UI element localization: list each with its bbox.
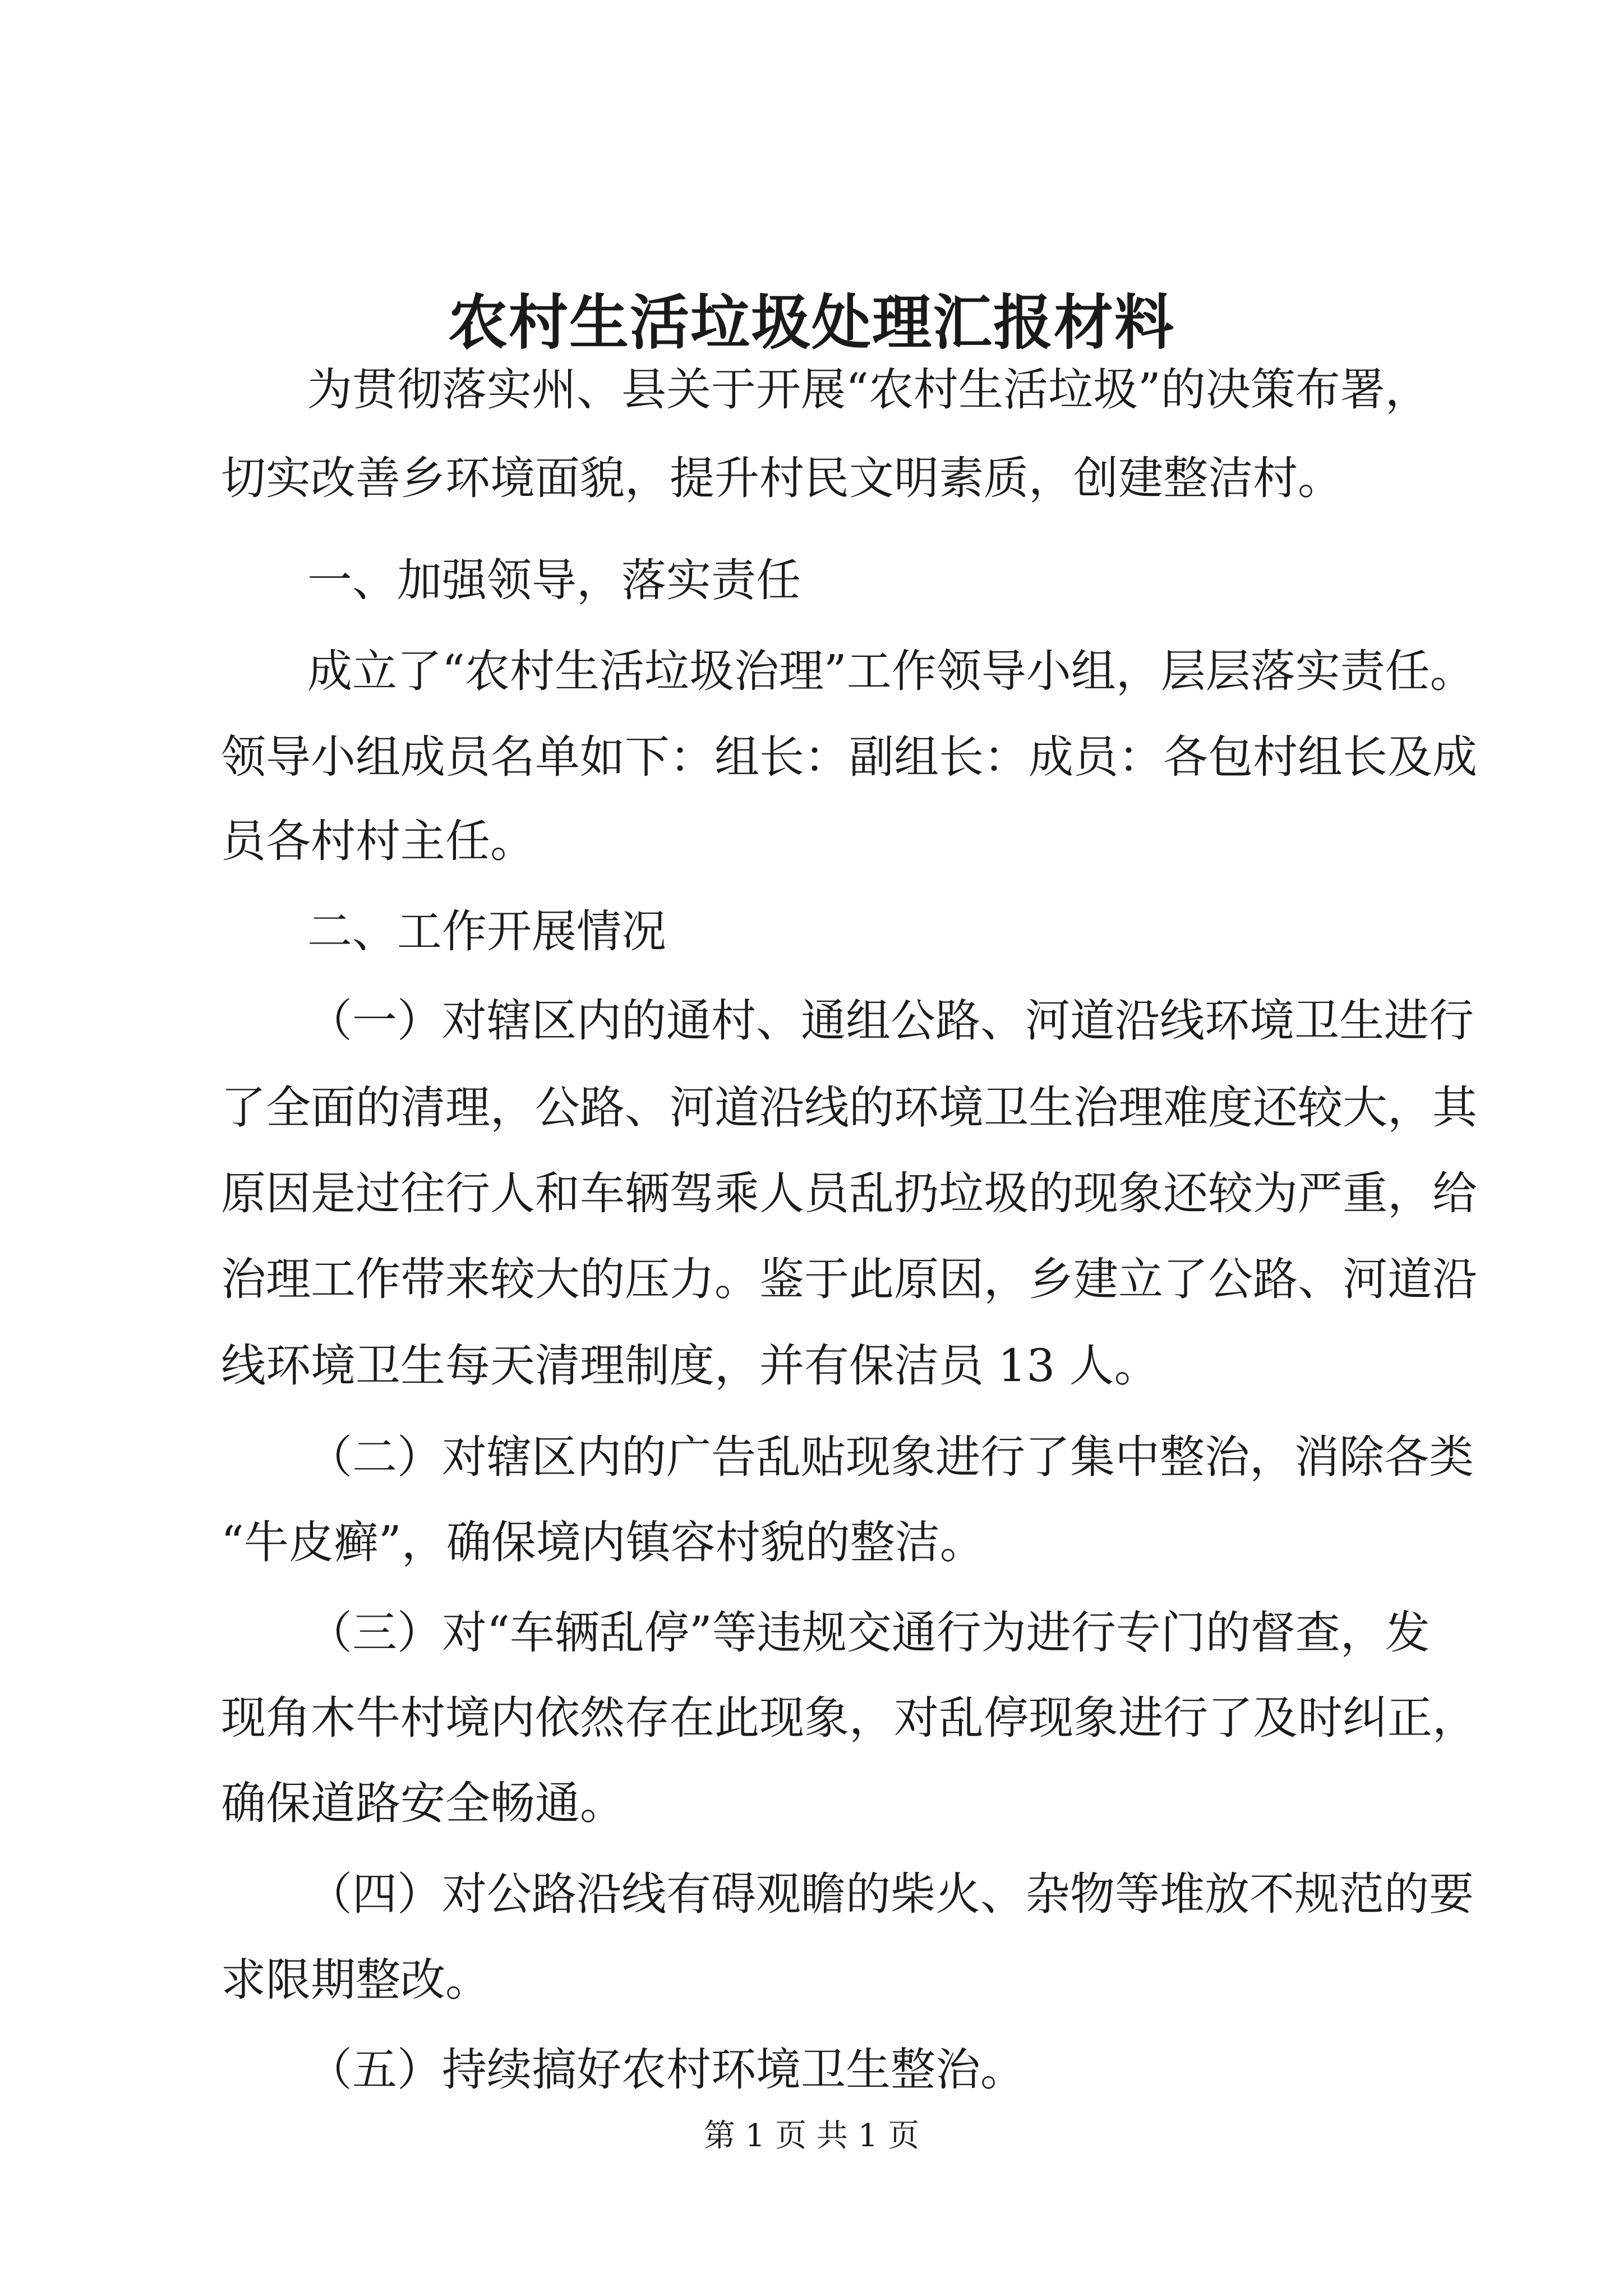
body-line: 求限期整改。 — [221, 1954, 490, 2006]
body-line: 成立了“农村生活垃圾治理”工作领导小组，层层落实责任。 — [307, 645, 1475, 697]
section-heading: 一、加强领导，落实责任 — [307, 554, 801, 606]
body-line: 员各村村主任。 — [221, 815, 535, 867]
body-line: （四）对公路沿线有碍观瞻的柴火、杂物等堆放不规范的要 — [307, 1868, 1474, 1920]
document-title: 农村生活垃圾处理汇报材料 — [448, 287, 1175, 357]
body-line: （二）对辖区内的广告乱贴现象进行了集中整治，消除各类 — [307, 1431, 1474, 1483]
body-line: 确保道路安全畅通。 — [221, 1777, 625, 1829]
body-line: 领导小组成员名单如下：组长：副组长：成员：各包村组长及成 — [221, 731, 1477, 783]
body-line: （五）持续搞好农村环境卫生整治。 — [307, 2044, 1025, 2096]
body-line: （一）对辖区内的通村、通组公路、河道沿线环境卫生进行 — [307, 995, 1474, 1047]
body-line: “牛皮癣”，确保境内镇容村貌的整洁。 — [221, 1516, 985, 1568]
body-line: 治理工作带来较大的压力。鉴于此原因，乡建立了公路、河道沿 — [221, 1253, 1477, 1305]
body-line: （三）对“车辆乱停”等违规交通行为进行专门的督查，发 — [307, 1607, 1430, 1659]
body-line: 线环境卫生每天清理制度，并有保洁员 13 人。 — [221, 1340, 1159, 1392]
section-heading: 二、工作开展情况 — [307, 905, 666, 958]
body-line: 现角木牛村境内依然存在此现象，对乱停现象进行了及时纠正， — [221, 1692, 1477, 1744]
body-line: 切实改善乡环境面貌，提升村民文明素质，创建整洁村。 — [221, 452, 1343, 504]
body-line: 了全面的清理，公路、河道沿线的环境卫生治理难度还较大，其 — [221, 1082, 1477, 1134]
body-line: 为贯彻落实州、县关于开展“农村生活垃圾”的决策布署， — [307, 364, 1430, 416]
page-number-footer: 第 1 页 共 1 页 — [703, 2118, 920, 2154]
body-line: 原因是过往行人和车辆驾乘人员乱扔垃圾的现象还较为严重，给 — [221, 1167, 1477, 1220]
